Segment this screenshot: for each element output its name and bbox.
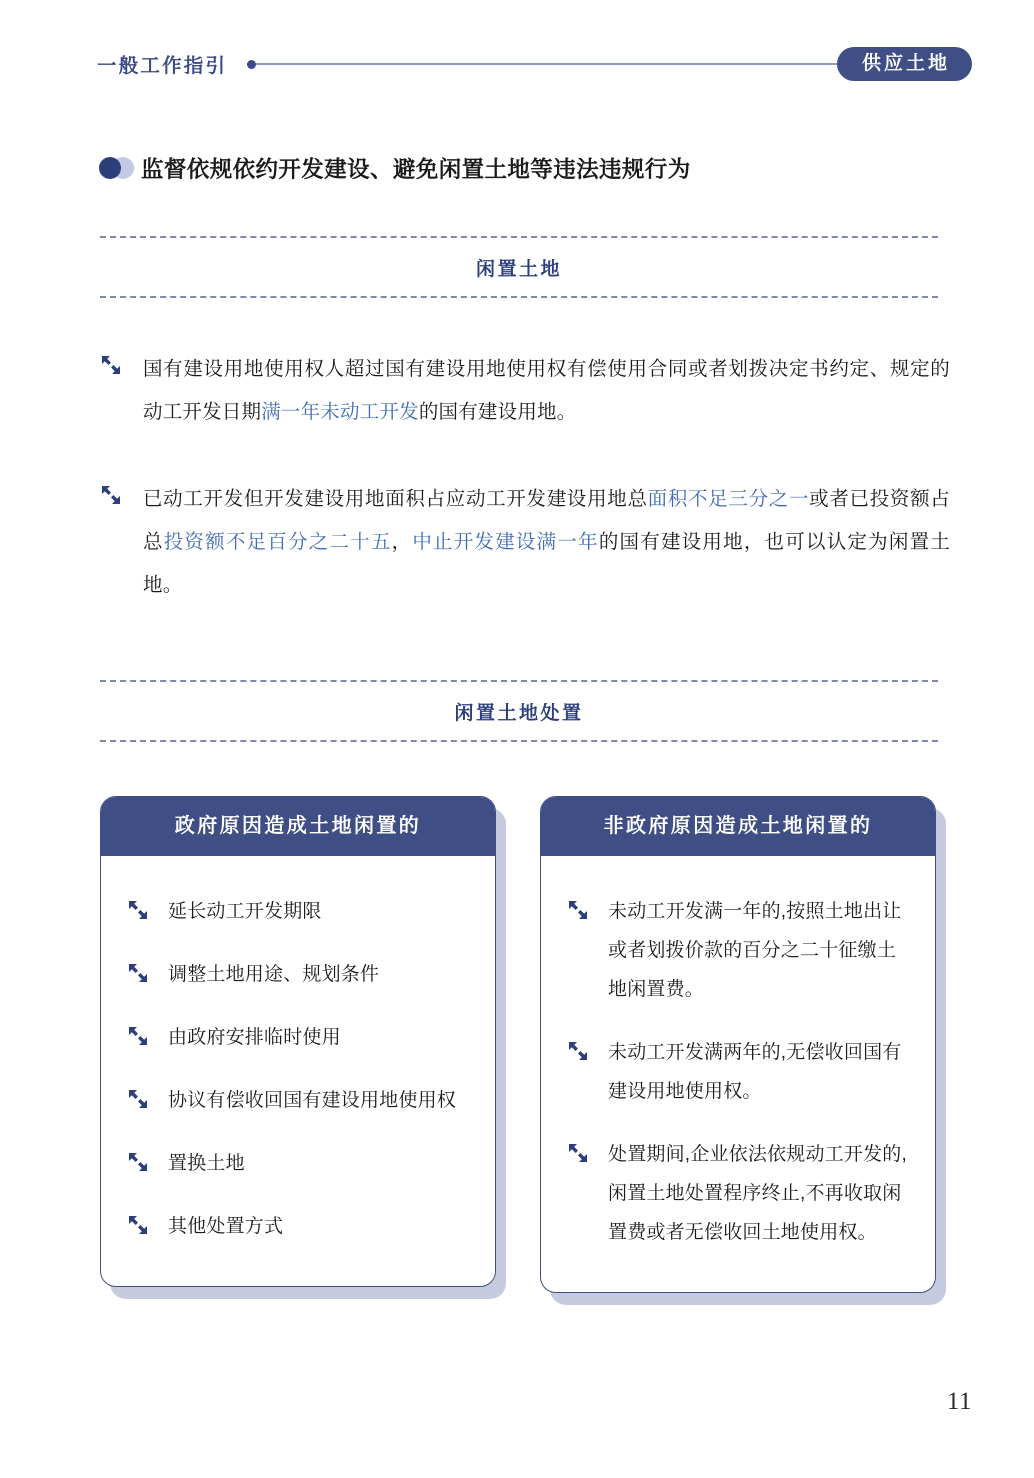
list-item-label: 处置期间,企业依法依规动工开发的,闲置土地处置程序终止,不再收取闲置费或者无偿收回土地使用权。 bbox=[608, 1144, 907, 1243]
running-header-title: 一般工作指引 bbox=[97, 55, 228, 77]
plain-phrase: 的国有建设用地。 bbox=[418, 401, 577, 423]
card-title-government-cause: 政府原因造成土地闲置的 bbox=[101, 797, 495, 856]
card-body-government-cause bbox=[101, 856, 495, 1286]
card-title-non-government-cause: 非政府原因造成土地闲置的 bbox=[541, 797, 935, 856]
header-rule bbox=[256, 63, 837, 65]
body-bullet-2-text bbox=[143, 478, 950, 607]
diagonal-arrows-icon bbox=[127, 1025, 149, 1047]
diagonal-arrows-icon bbox=[127, 1151, 149, 1173]
list-item-label: 调整土地用途、规划条件 bbox=[168, 964, 380, 985]
dashed-rule-bottom bbox=[100, 296, 938, 298]
list-item-label: 由政府安排临时使用 bbox=[168, 1027, 341, 1048]
highlighted-phrase: 面积不足三分之一 bbox=[647, 488, 810, 510]
list-item bbox=[567, 1135, 909, 1252]
list-item-label: 未动工开发满两年的,无偿收回国有建设用地使用权。 bbox=[608, 1042, 902, 1102]
plain-phrase: ， bbox=[391, 531, 413, 553]
list-item-label: 其他处置方式 bbox=[168, 1216, 284, 1237]
running-header bbox=[0, 42, 1034, 86]
diagonal-arrows-icon bbox=[567, 899, 589, 921]
plain-phrase: 已动工开发但开发建设用地面积占应动工开发建设用地总 bbox=[143, 488, 648, 510]
card-body-non-government-cause bbox=[541, 856, 935, 1292]
card-non-government-cause bbox=[540, 796, 936, 1293]
list-item bbox=[127, 955, 469, 994]
section-heading bbox=[97, 152, 691, 184]
section-heading-label: 监督依规依约开发建设、避免闲置土地等违法违规行为 bbox=[141, 157, 691, 182]
highlighted-phrase: 投资额不足百分之二十五 bbox=[163, 531, 392, 553]
list-item-label: 未动工开发满一年的,按照土地出让或者划拨价款的百分之二十征缴土地闲置费。 bbox=[608, 901, 902, 1000]
diagonal-arrows-icon bbox=[100, 354, 122, 376]
body-bullet-2 bbox=[100, 478, 950, 607]
list-item-label: 置换土地 bbox=[168, 1153, 245, 1174]
highlighted-phrase: 中止开发建设满一年 bbox=[412, 531, 599, 553]
header-dot-icon bbox=[247, 60, 256, 69]
diagonal-arrows-icon bbox=[567, 1040, 589, 1062]
divider-idle-land bbox=[100, 236, 938, 298]
list-item bbox=[567, 892, 909, 1009]
dual-circle-icon bbox=[97, 155, 141, 181]
list-item bbox=[127, 892, 469, 931]
body-bullet-1 bbox=[100, 348, 950, 434]
divider-idle-land-disposal bbox=[100, 680, 938, 742]
diagonal-arrows-icon bbox=[127, 899, 149, 921]
list-item-label: 延长动工开发期限 bbox=[168, 901, 322, 922]
diagonal-arrows-icon bbox=[567, 1142, 589, 1164]
list-item bbox=[127, 1081, 469, 1120]
diagonal-arrows-icon bbox=[127, 1088, 149, 1110]
plain-phrase: 的国有建设用地，也可以认定为闲置土地。 bbox=[143, 531, 950, 596]
list-item-label: 协议有偿收回国有建设用地使用权 bbox=[168, 1090, 457, 1111]
dashed-rule-bottom bbox=[100, 740, 938, 742]
page-number: 11 bbox=[946, 1388, 972, 1415]
header-chapter-badge: 供应土地 bbox=[837, 47, 972, 81]
diagonal-arrows-icon bbox=[100, 484, 122, 506]
divider-label-idle-land: 闲置土地 bbox=[475, 259, 562, 280]
card-government-cause bbox=[100, 796, 496, 1287]
plain-phrase: 国有建设用地使用权人超过国有建设用地使用权有偿使用合同或者划拨决定书约定、规定的动工开发日期 bbox=[143, 358, 950, 423]
list-item bbox=[127, 1207, 469, 1246]
plain-phrase: 或者已投资额占总 bbox=[143, 488, 950, 553]
divider-label-idle-land-disposal: 闲置土地处置 bbox=[454, 703, 584, 724]
highlighted-phrase: 满一年未动工开发 bbox=[261, 401, 419, 423]
list-item bbox=[127, 1144, 469, 1183]
list-item bbox=[567, 1033, 909, 1111]
body-bullet-1-text bbox=[143, 348, 950, 434]
list-item bbox=[127, 1018, 469, 1057]
diagonal-arrows-icon bbox=[127, 1214, 149, 1236]
diagonal-arrows-icon bbox=[127, 962, 149, 984]
